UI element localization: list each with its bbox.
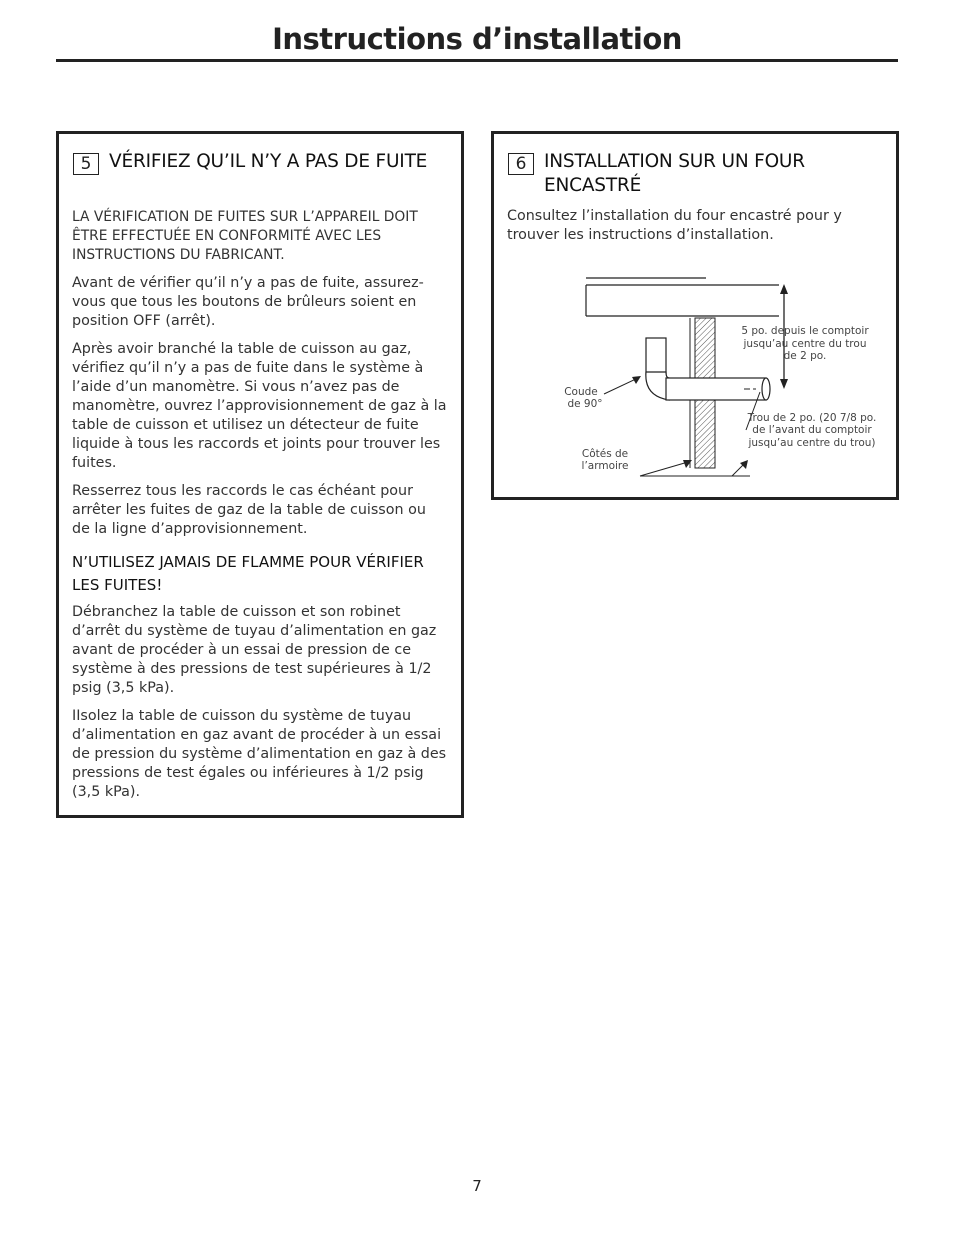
- label-hole: Trou de 2 po. (20 7/8 po.: [747, 412, 877, 424]
- step-5-number: 5: [73, 153, 99, 175]
- step-5-body: [72, 208, 448, 811]
- label-height: 5 po. depuis le comptoir: [741, 325, 869, 337]
- countertop: [586, 278, 779, 316]
- pipe-installation-diagram: [494, 134, 896, 497]
- label-cabinet-sides: Côtés de: [581, 448, 629, 460]
- step-5-paragraph: Avant de vérifier qu’il n’y a pas de fuite, assurez-vous que tous les boutons de brûleurs soient en position OFF (arrêt).: [72, 275, 424, 329]
- label-height: de 2 po.: [783, 350, 827, 362]
- step-6-paragraph: Consultez l’installation du four encastré pour y trouver les instructions d’installation.: [507, 208, 842, 243]
- label-elbow: Coude: [564, 386, 598, 398]
- step-5-paragraph: LA VÉRIFICATION DE FUITES SUR L’APPAREIL DOIT ÊTRE EFFECTUÉE EN CONFORMITÉ AVEC LES INSTRUCTIONS DU FABRICANT.: [72, 209, 418, 263]
- label-elbow: de 90°: [567, 398, 603, 410]
- page-number: 7: [472, 1177, 482, 1195]
- step-5-paragraph: Resserrez tous les raccords le cas échéant pour arrêter les fuites de gaz de la table de cuisson ou de la ligne d’approvisionnement.: [72, 483, 426, 537]
- step-5-box: [56, 131, 464, 818]
- step-6-box: [491, 131, 899, 500]
- step-5-header: [73, 150, 443, 175]
- label-cabinet-sides: l’armoire: [581, 460, 629, 472]
- step-5-paragraph: Débranchez la table de cuisson et son robinet d’arrêt du système de tuyau d’alimentation en gaz avant de procéder à un essai de pression de ce système à des pressions de test supérieures à 1/2 psig (3,5 kPa).: [72, 604, 437, 696]
- step-5-paragraph: IIsolez la table de cuisson du système de tuyau d’alimentation en gaz avant de procéder à un essai de pression du système d’alimentation en gaz à des pressions de test égales ou inférieures à 1/2 psig (3,5 kPa).: [72, 708, 447, 800]
- title-rule: [56, 59, 898, 62]
- label-hole: de l’avant du comptoir: [752, 424, 872, 436]
- label-height: jusqu’au centre du trou: [743, 338, 867, 350]
- step-6-title: INSTALLATION SUR UN FOUR ENCASTRÉ: [544, 151, 805, 196]
- page-title: Instructions d’installation: [272, 22, 682, 56]
- label-hole: jusqu’au centre du trou): [748, 437, 876, 449]
- step-5-title: VÉRIFIEZ QU’IL N’Y A PAS DE FUITE: [109, 151, 428, 172]
- step-5-paragraph: Après avoir branché la table de cuisson au gaz, vérifiez qu’il n’y a pas de fuite dans le système à l’aide d’un manomètre. Si vous n’avez pas de manomètre, ouvrez l’approvisionnement de gaz à la table de cuisson et utilisez un détecteur de fuite liquide à tous les raccords et joints pour trouver les fuites.: [72, 341, 447, 471]
- step-5-warning: N’UTILISEZ JAMAIS DE FLAMME POUR VÉRIFIER LES FUITES!: [72, 553, 424, 594]
- step-6-number: 6: [508, 153, 534, 175]
